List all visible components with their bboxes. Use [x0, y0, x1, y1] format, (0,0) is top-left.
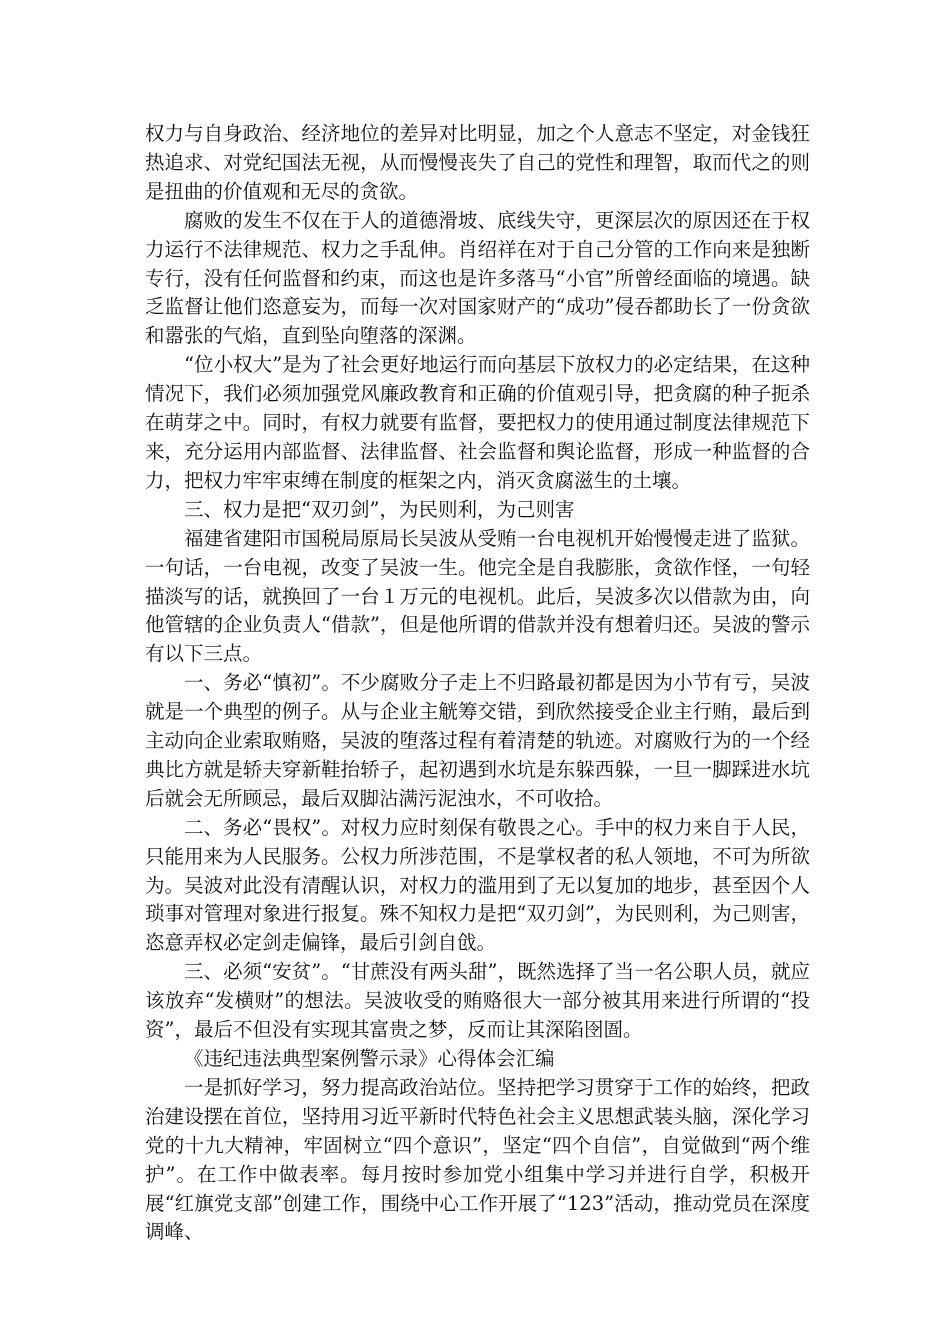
paragraph: 二、务必“畏权”。对权力应时刻保有敬畏之心。手中的权力来自于人民，只能用来为人民服务。公权力所涉范围，不是掌权者的私人领地，不可为所欲为。吴波对此没有清醒认识，对权力的滥用到了无以复加的地步，甚至因个人琐事对管理对象进行报复。殊不知权力是把“双刃剑”，为民则利，为己则害，恣意弄权必定剑走偏锋，最后引剑自戗。 — [145, 815, 810, 955]
paragraph: 权力与自身政治、经济地位的差异对比明显，加之个人意志不坚定，对金钱狂热追求、对党纪国法无视，从而慢慢丧失了自己的党性和理智，取而代之的则是扭曲的价值观和无尽的贪欲。 — [145, 122, 810, 203]
section-heading: 三、权力是把“双刃剑”，为民则利，为己则害 — [184, 497, 575, 521]
document-title: 《违纪违法典型案例警示录》心得体会汇编 — [184, 1047, 555, 1070]
paragraph: 一是抓好学习，努力提高政治站位。坚持把学习贯穿于工作的始终，把政治建设摆在首位，坚持用习近平新时代特色社会主义思想武装头脑，深化学习党的十九大精神，牢固树立“四个意识”，坚定“四个自信”，自觉做到“两个维护”。在工作中做表率。每月按时参加党小组集中学习并进行自学，积极开展“红旗党支部”创建工作，围绕中心工作开展了“123”活动，推动党员在深度调峰、 — [145, 1075, 810, 1244]
paragraph: 福建省建阳市国税局原局长吴波从受贿一台电视机开始慢慢走进了监狱。一句话，一台电视，改变了吴波一生。他完全是自我膨胀，贪欲作怪，一句轻描淡写的话，就换回了一台１万元的电视机。此后，吴波多次以借款为由，向他管辖的企业负责人“借款”，但是他所谓的借款并没有想着归还。吴波的警示有以下三点。 — [145, 526, 810, 666]
document-body — [145, 120, 810, 1247]
paragraph: “位小权大”是为了社会更好地运行而向基层下放权力的必定结果，在这种情况下，我们必须加强党风廉政教育和正确的价值观引导，把贪腐的种子扼杀在萌芽之中。同时，有权力就要有监督，要把权力的使用通过制度法律规范下来，充分运用内部监督、法律监督、社会监督和舆论监督，形成一种监督的合力，把权力牢牢束缚在制度的框架之内，消灭贪腐滋生的土壤。 — [145, 353, 810, 492]
paragraph: 腐败的发生不仅在于人的道德滑坡、底线失守，更深层次的原因还在于权力运行不法律规范、权力之手乱伸。肖绍祥在对于自己分管的工作向来是独断专行，没有任何监督和约束，而这也是许多落马“小官”所曾经面临的境遇。缺乏监督让他们恣意妄为，而每一次对国家财产的“成功”侵吞都助长了一份贪欲和嚣张的气焰，直到坠向堕落的深渊。 — [145, 208, 810, 348]
paragraph: 三、必须“安贫”。“甘蔗没有两头甜”，既然选择了当一名公职人员，就应该放弃“发横财”的想法。吴波收受的贿赂很大一部分被其用来进行所谓的“投资”，最后不但没有实现其富贵之梦，反而让其深陷囹圄。 — [145, 960, 810, 1042]
paragraph: 一、务必“慎初”。不少腐败分子走上不归路最初都是因为小节有亏，吴波就是一个典型的例子。从与企业主觥筹交错，到欣然接受企业主行贿，最后到主动向企业索取贿赂，吴波的堕落过程有着清楚的轨迹。对腐败行为的一个经典比方就是轿夫穿新鞋抬轿子，起初遇到水坑是东躲西躲，一旦一脚踩进水坑后就会无所顾忌，最后双脚沾满污泥浊水，不可收拾。 — [145, 671, 810, 810]
